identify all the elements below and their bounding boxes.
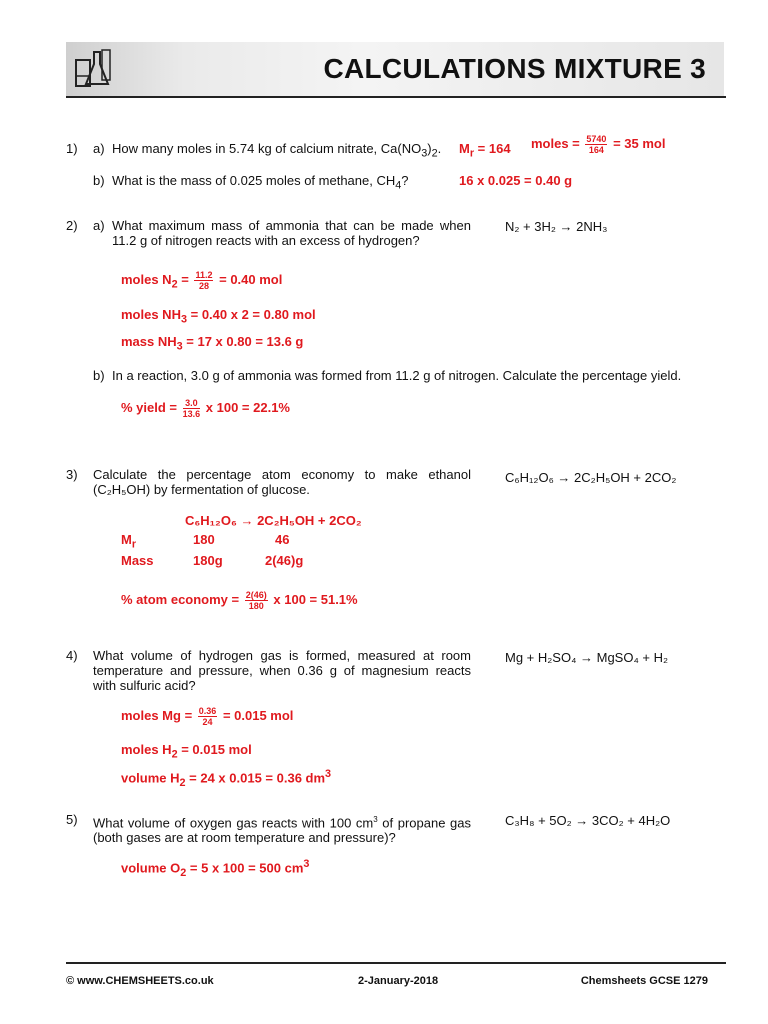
q3-mr-ethanol: 46 <box>275 532 290 547</box>
q3-red-equation: C₆H₁₂O₆ → 2C₂H₅OH + 2CO₂ <box>185 513 362 528</box>
q1b-label: b) <box>93 173 105 188</box>
q5-question: What volume of oxygen gas reacts with 100 $cm^3$ of propane gas (both gases are at room temperature and pressure)? <box>93 815 471 846</box>
q2a-question: What maximum mass of ammonia that can be made when 11.2 g of nitrogen reacts with an excess of hydrogen? <box>112 218 471 248</box>
q2a-moles-n2: moles $N_2$ = $\frac{11.2}{28}$ = 0.40 mol <box>121 270 283 291</box>
q2b-yield: % yield = $\frac{3.0}{13.6}$ x 100 = 22.1% <box>121 398 290 419</box>
q2b-question: In a reaction, 3.0 g of ammonia was formed from 11.2 g of nitrogen. Calculate the percentage yield. <box>112 368 682 383</box>
q4-volume-h2: volume $H_2 = 24$ x 0.015 = 0.36 $dm^3$ <box>121 768 332 789</box>
q3-mass-ethanol: 2(46)g <box>265 553 304 568</box>
q1a-moles-answer: moles = $\frac{5740}{164}$ = 35 mol <box>531 134 666 155</box>
q1a-mr: $M_r = 164$ <box>459 141 511 160</box>
q3-question: Calculate the percentage atom economy to make ethanol (C₂H₅OH) by fermentation of glucose. <box>93 467 471 497</box>
q3-number: 3) <box>66 467 78 482</box>
q3-atom-economy: % atom economy = $\frac{2(46)}{180}$ x 100 = 51.1% <box>121 590 358 611</box>
q3-equation: C₆H₁₂O₆ → 2C₂H₅OH + 2CO₂ <box>505 470 677 485</box>
header-divider <box>66 96 726 98</box>
q1a-question: How many moles in 5.74 kg of calcium nitrate, $Ca(NO_3)_2$. <box>112 141 442 160</box>
q2-equation: N₂ + 3H₂ → 2NH₃ <box>505 219 608 234</box>
q5-number: 5) <box>66 812 78 827</box>
lab-glassware-icon <box>72 46 118 95</box>
footer-reference: Chemsheets GCSE 1279 <box>580 975 708 987</box>
q4-question: What volume of hydrogen gas is formed, measured at room temperature and pressure, when 0.36 g of magnesium reacts with sulfuric acid? <box>93 648 471 693</box>
q2b-label: b) <box>93 368 105 383</box>
q1b-question: What is the mass of 0.025 moles of methane, $CH_4$? <box>112 173 409 192</box>
q2a-mass-nh3: mass $NH_3 = 17$ x 0.80 = 13.6 g <box>121 334 304 353</box>
q4-equation: Mg + H₂SO₄ → MgSO₄ + H₂ <box>505 650 669 665</box>
page-title: CALCULATIONS MIXTURE 3 <box>323 53 706 84</box>
q2a-moles-nh3: moles $NH_3 = 0.40$ x 2 = 0.80 mol <box>121 307 316 326</box>
q3-mr-label: $M_r$ <box>121 532 137 551</box>
q2a-label: a) <box>93 218 105 233</box>
q3-mass-label: Mass <box>121 553 154 568</box>
footer-date: 2-January-2018 <box>358 975 439 987</box>
q1a-label: a) <box>93 141 105 156</box>
q4-moles-h2: moles $H_2 = 0.015$ mol <box>121 742 252 761</box>
q4-moles-mg: moles Mg = $\frac{0.36}{24}$ = 0.015 mol <box>121 706 294 727</box>
q3-mr-glucose: 180 <box>193 532 215 547</box>
q5-equation: C₃H₈ + 5O₂ → 3CO₂ + 4H₂O <box>505 813 671 828</box>
footer-divider <box>66 962 726 964</box>
footer-website: © www.CHEMSHEETS.co.uk <box>66 975 214 987</box>
q5-volume-o2: volume $O_2 = 5$ x 100 = 500 $cm^3$ <box>121 858 310 879</box>
q1b-answer: 16 x 0.025 = 0.40 g <box>459 173 573 188</box>
q3-mass-glucose: 180g <box>193 553 223 568</box>
q2-number: 2) <box>66 218 78 233</box>
q1-number: 1) <box>66 141 78 156</box>
q4-number: 4) <box>66 648 78 663</box>
